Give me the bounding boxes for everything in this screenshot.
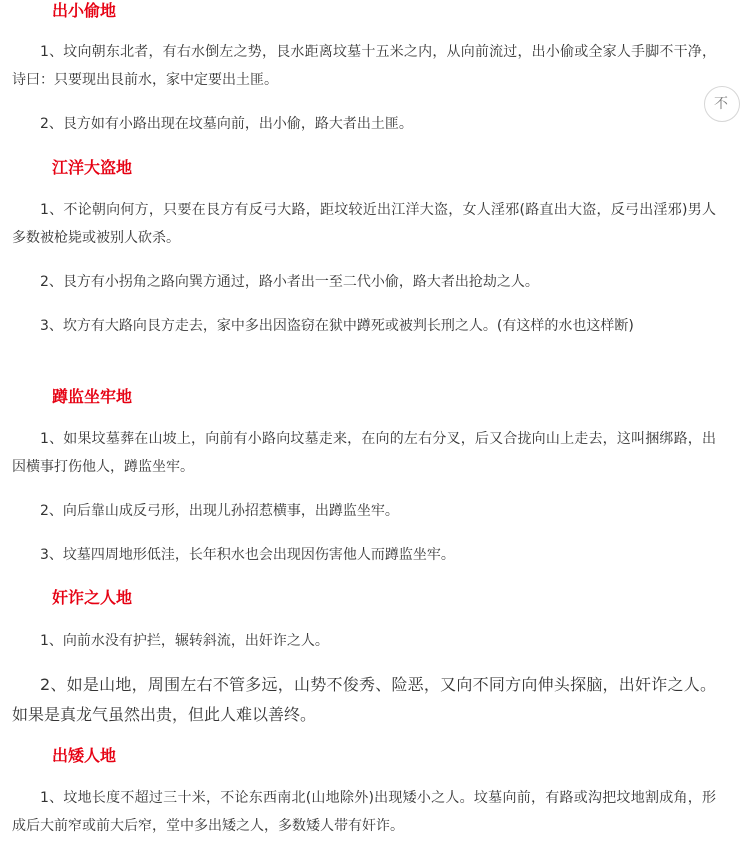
section-title-treacherous: 奸诈之人地 <box>52 588 133 607</box>
paragraph-treacherous-1: 1、向前水没有护拦，辗转斜流，出奸诈之人。 <box>40 633 329 649</box>
paragraph-robber-3: 3、坎方有大路向艮方走去，家中多出因盗窃在狱中蹲死或被判长刑之人。(有这样的水也这样断) <box>40 318 634 334</box>
paragraph-thief-2: 2、艮方如有小路出现在坟墓向前，出小偷，路大者出土匪。 <box>40 116 413 132</box>
paragraph-robber-2: 2、艮方有小拐角之路向巽方通过，路小者出一至二代小偷，路大者出抢劫之人。 <box>40 274 539 290</box>
section-title-robber: 江洋大盗地 <box>52 158 133 177</box>
paragraph-prison-2: 2、向后靠山成反弓形，出现儿孙招惹横事，出蹲监坐牢。 <box>40 503 399 519</box>
section-title-dwarf: 出矮人地 <box>52 746 117 765</box>
paragraph-prison-3: 3、坟墓四周地形低洼，长年积水也会出现因伤害他人而蹲监坐牢。 <box>40 547 455 563</box>
section-title-thief: 出小偷地 <box>52 1 117 20</box>
paragraph-treacherous-2: 2、如是山地，周围左右不管多远，山势不俊秀、险恶，又向不同方向伸头探脑，出奸诈之人。如果是真龙气虽然出贵，但此人难以善终。 <box>12 675 716 724</box>
side-float-button[interactable]: 不 <box>704 86 740 122</box>
section-title-prison: 蹲监坐牢地 <box>52 387 133 406</box>
paragraph-robber-1: 1、不论朝向何方，只要在艮方有反弓大路，距坟较近出江洋大盗，女人淫邪(路直出大盗，反弓出淫邪)男人多数被枪毙或被别人砍杀。 <box>12 202 716 246</box>
paragraph-dwarf-1: 1、坟地长度不超过三十米，不论东西南北(山地除外)出现矮小之人。坟墓向前，有路或沟把坟地割成角，形成后大前窄或前大后窄，堂中多出矮之人，多数矮人带有奸诈。 <box>12 790 716 834</box>
paragraph-thief-1: 1、坟向朝东北者，有右水倒左之势，艮水距离坟墓十五米之内，从向前流过，出小偷或全家人手脚不干净，诗曰：只要现出艮前水，家中定要出土匪。 <box>12 44 716 88</box>
paragraph-prison-1: 1、如果坟墓葬在山坡上，向前有小路向坟墓走来，在向的左右分叉，后又合拢向山上走去，这叫捆绑路，出因横事打伤他人，蹲监坐牢。 <box>12 431 716 475</box>
